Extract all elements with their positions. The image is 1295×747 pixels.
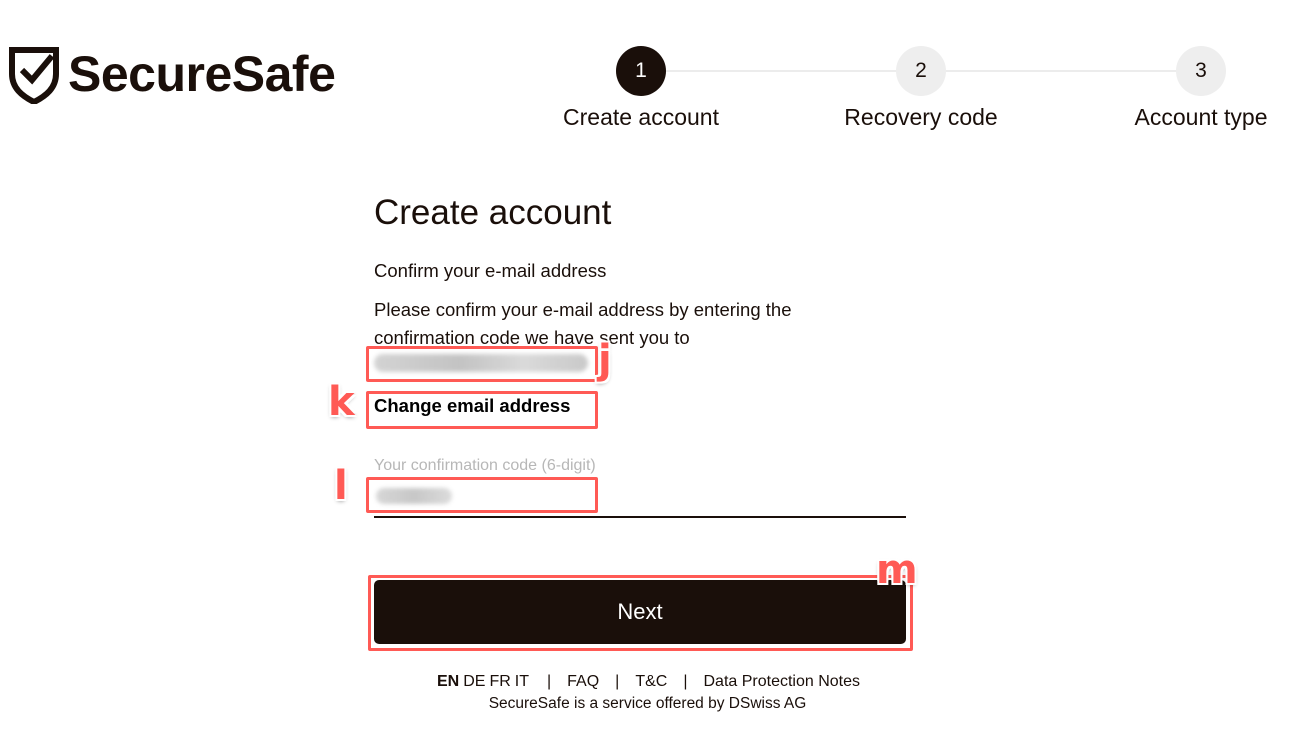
footer-separator: | (547, 673, 552, 690)
footer-separator: | (615, 673, 620, 690)
step-connector (666, 70, 896, 72)
page-title: Create account (374, 193, 612, 232)
next-button[interactable]: Next (374, 580, 906, 644)
language-en[interactable]: EN (436, 673, 460, 690)
step-connector (946, 70, 1176, 72)
step-1-indicator: 1 (616, 46, 666, 96)
progress-stepper (0, 46, 1295, 136)
annotation-box-j (366, 346, 598, 382)
step-2-label: Recovery code (844, 104, 998, 130)
language-it[interactable]: IT (514, 673, 529, 690)
footer-separator: | (683, 673, 688, 690)
form-subtitle: Confirm your e-mail address (374, 260, 607, 281)
annotation-label-k: k (328, 379, 355, 425)
service-notice (0, 695, 1295, 713)
annotation-box-l (366, 477, 598, 513)
annotation-box-k (366, 391, 598, 429)
annotation-label-j: j (598, 337, 612, 383)
annotation-label-l: l (334, 463, 348, 509)
footer-links (0, 673, 1295, 691)
footer (0, 673, 1295, 713)
form-description: Please confirm your e-mail address by entering the confirmation code we have sent you to (374, 299, 792, 348)
language-de[interactable]: DE (463, 673, 486, 690)
language-fr[interactable]: FR (489, 673, 511, 690)
faq-link[interactable]: FAQ (567, 673, 600, 690)
annotation-box-m (368, 575, 913, 651)
brand-name: SecureSafe (68, 46, 336, 102)
step-3-label: Account type (1134, 104, 1268, 130)
confirmation-code-placeholder: Your confirmation code (6-digit) (374, 457, 596, 474)
service-company: DSwiss AG (728, 695, 807, 712)
service-brand: SecureSafe (488, 695, 570, 712)
change-email-link[interactable]: Change email address (374, 395, 571, 416)
step-3-indicator: 3 (1176, 46, 1226, 96)
service-text: is a service offered by (574, 695, 725, 712)
step-2-indicator: 2 (896, 46, 946, 96)
step-1-label: Create account (563, 104, 719, 130)
annotation-label-m: m (876, 547, 918, 593)
terms-link[interactable]: T&C (635, 673, 668, 690)
data-protection-link[interactable]: Data Protection Notes (703, 673, 861, 690)
